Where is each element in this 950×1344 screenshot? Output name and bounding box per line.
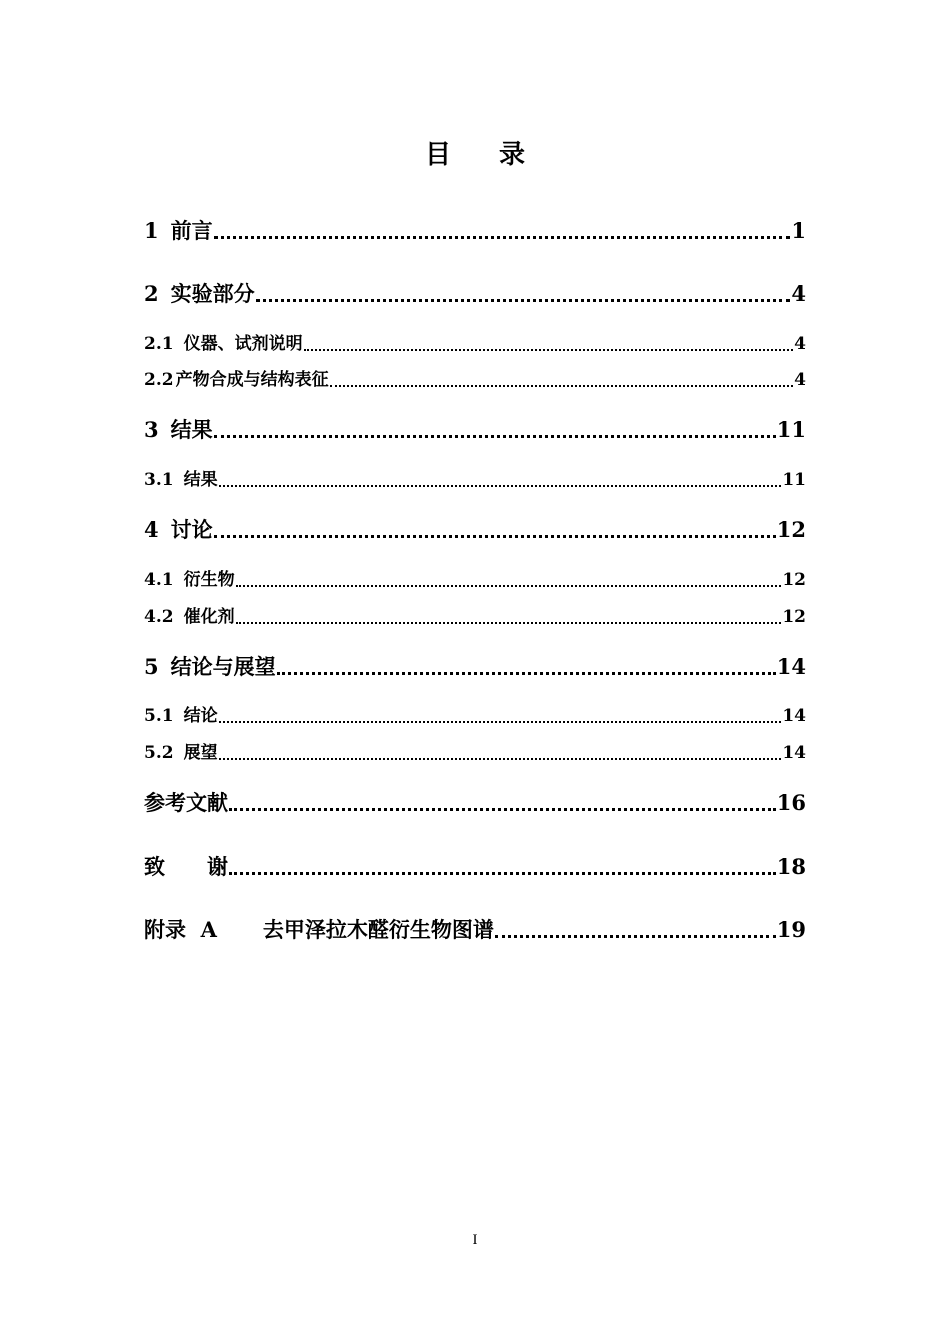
toc-number: 5.2 [144,743,174,763]
toc-page: 1 [791,218,806,243]
toc-entry-3-1[interactable] [144,468,806,492]
toc-entry-2-1[interactable] [144,332,806,356]
toc-entry-5-2[interactable] [144,741,806,765]
toc-leader [256,280,791,308]
toc-number: 1 [144,218,159,243]
toc-page: 14 [776,654,806,679]
title-char-1: 目 [424,140,451,170]
toc-entry-4-2[interactable] [144,605,806,629]
toc-entry-acknowledgements[interactable] [144,853,806,881]
toc-leader [236,568,782,592]
toc-number: 4.2 [144,607,174,627]
toc-number: 2 [144,281,159,306]
toc-page: 18 [776,854,806,879]
toc-number: 3.1 [144,470,174,490]
toc-leader [219,704,782,728]
toc-label: 结果 [183,470,218,490]
toc-entry-appendix-a[interactable] [144,916,806,944]
toc-leader [304,332,794,356]
toc-label: 实验部分 [170,281,255,306]
toc-leader [214,217,791,245]
toc-page: 4 [794,334,806,354]
toc-entry-2[interactable] [144,280,806,308]
toc-label: 衍生物 [183,570,235,590]
toc-page: 4 [794,370,806,390]
toc-label: 仪器、试剂说明 [183,334,303,354]
toc-page: 11 [776,417,806,442]
toc-leader [219,741,782,765]
toc-leader [229,853,776,881]
toc-leader [277,653,776,681]
toc-page: 11 [782,470,806,490]
toc-page: 4 [791,281,806,306]
toc-label: 参考文献 [144,790,228,815]
toc-page: 14 [782,706,806,726]
toc-label: 前言 [170,218,213,243]
toc-label: 讨论 [170,517,213,542]
toc-label: 致 谢 [144,854,228,879]
toc-leader [236,605,782,629]
toc-label: 结果 [170,417,213,442]
toc-page: 19 [776,917,806,942]
toc-entry-5[interactable] [144,653,806,681]
toc-label: 结论 [183,706,218,726]
toc-label: 催化剂 [183,607,235,627]
page-number: I [472,1232,478,1248]
toc-number: 2.1 [144,334,174,354]
toc-number: 3 [144,417,159,442]
toc-number: 附录 A [144,917,217,942]
toc-number: 5.1 [144,706,174,726]
toc-leader [214,516,776,544]
toc-label: 去甲泽拉木醛衍生物图谱 [262,917,494,942]
toc-entry-3[interactable] [144,416,806,444]
toc-page: 12 [782,570,806,590]
toc-label: 产物合成与结构表征 [175,370,329,390]
toc-number: 5 [144,654,159,679]
toc-page: 12 [782,607,806,627]
toc-number: 2.2 [144,370,174,390]
toc-entry-4-1[interactable] [144,568,806,592]
toc-entry-4[interactable] [144,516,806,544]
toc-leader [214,416,776,444]
page-title [0,138,950,172]
toc-number: 4 [144,517,159,542]
toc-label: 展望 [183,743,218,763]
toc-page: 14 [782,743,806,763]
toc-entry-1[interactable] [144,217,806,245]
toc-leader [219,468,782,492]
toc-label: 结论与展望 [170,654,276,679]
toc-entry-5-1[interactable] [144,704,806,728]
toc-leader [229,789,776,817]
toc-entry-references[interactable] [144,789,806,817]
toc-leader [330,368,794,392]
toc-page: 16 [776,790,806,815]
toc-entry-2-2[interactable] [144,368,806,392]
toc-page: 12 [776,517,806,542]
title-char-2: 录 [499,140,526,170]
toc-leader [495,916,776,944]
toc-number: 4.1 [144,570,174,590]
